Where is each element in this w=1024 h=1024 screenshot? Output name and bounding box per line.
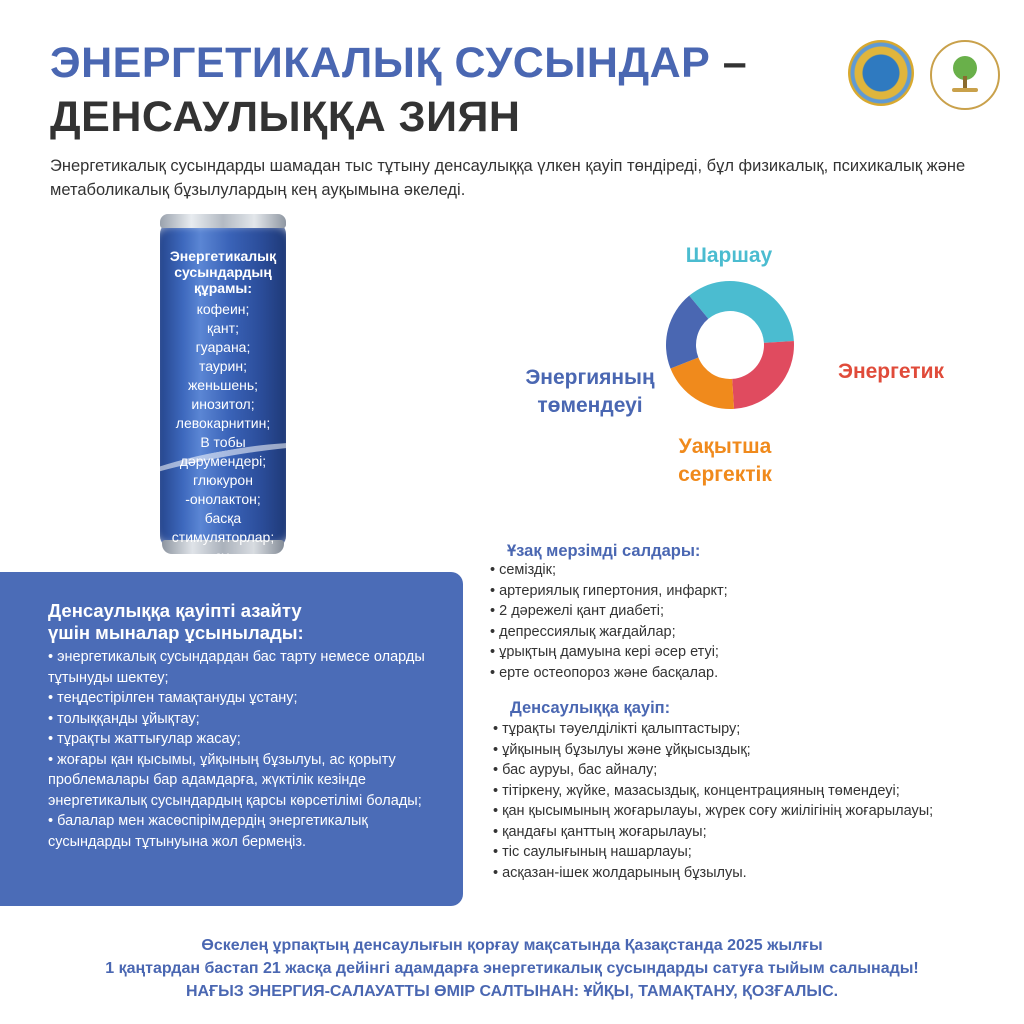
ingredient-item: глюкурон xyxy=(193,472,253,488)
ingredient-item: -онолактон; xyxy=(185,491,261,507)
footer-line-2: 1 қаңтардан бастап 21 жасқа дейінгі адамдарға энергетикалық сусындарды сатуға тыйым салынады! xyxy=(105,960,919,977)
ingredient-item: стимуляторлар; xyxy=(171,529,275,545)
list-item: • артериялық гипертония, инфаркт; xyxy=(490,582,728,599)
list-item: • ұйқының бұзылуы және ұйқысыздық; xyxy=(493,741,751,758)
cycle-label-energy-decline: Энергияның төмендеуі xyxy=(525,366,655,417)
title-line-2: ДЕНСАУЛЫҚҚА ЗИЯН xyxy=(50,93,521,141)
ingredient-item: су. xyxy=(214,548,232,564)
cycle-label-fatigue: Шаршау xyxy=(685,244,773,267)
cycle-label-energetic: Энергетик xyxy=(838,360,944,383)
list-item: • энергетикалық сусындардан бас тарту немесе оларды тұтынуды шектеу; xyxy=(48,649,425,686)
footer-slogan: НАҒЫЗ ЭНЕРГИЯ-САЛАУАТТЫ ӨМІР САЛТЫНАН: ҰЙҚЫ, ТАМАҚТАНУ, ҚОЗҒАЛЫС. xyxy=(185,983,839,1000)
logos xyxy=(836,40,1000,110)
page-title xyxy=(50,36,747,144)
ingredient-item: В тобы xyxy=(200,434,246,450)
donut-segment-energetic xyxy=(732,341,794,409)
list-item: • тітіркену, жүйке, мазасыздық, концентрацияның төмендеуі; xyxy=(493,782,900,799)
donut-segment-fatigue xyxy=(689,281,794,343)
long-term-list xyxy=(490,560,1010,683)
list-item: • тіс саулығының нашарлауы; xyxy=(493,844,692,860)
title-line-1: ЭНЕРГЕТИКАЛЫҚ СУСЫНДАР – xyxy=(50,39,748,87)
list-item: • қандағы қанттың жоғарылауы; xyxy=(493,823,707,840)
list-item: • қан қысымының жоғарылауы, жүрек соғу жиілігінің жоғарылауы; xyxy=(493,803,934,819)
ingredient-item: гуарана; xyxy=(195,339,251,355)
cycle-label-temporary-alertness: Уақытша сергектік xyxy=(678,435,772,486)
list-item: • 2 дәрежелі қант диабеті; xyxy=(490,603,665,619)
health-risk-list xyxy=(493,719,1013,883)
recommendation-title: Денсаулыққа қауіпті азайту үшін мыналар ұсынылады: xyxy=(48,600,304,643)
ingredient-list xyxy=(164,300,282,566)
list-item: • тұрақты жаттығулар жасау; xyxy=(48,731,241,747)
ingredient-item: дәрумендері; xyxy=(179,453,267,469)
intro-text: Энергетикалық сусындарды шамадан тыс тұтыну денсаулыққа үлкен қауіп төндіреді, бұл физикалық, психикалық және метаболикалық бұзылулардың кең ауқымына әкеледі. xyxy=(50,157,966,199)
ingredient-item: басқа xyxy=(204,510,242,526)
ingredient-item: таурин; xyxy=(199,358,247,374)
ingredient-item: инозитол; xyxy=(191,396,255,412)
long-term-title: Ұзақ мерзімді салдары: xyxy=(507,542,701,560)
list-item: • семіздік; xyxy=(490,562,556,578)
donut-segment-temporary-alertness xyxy=(670,358,734,409)
list-item: • теңдестірілген тамақтануды ұстану; xyxy=(48,690,298,706)
energy-cycle-donut xyxy=(660,270,800,420)
ingredient-item: левокарнитин; xyxy=(175,415,271,431)
list-item: • депрессиялық жағдайлар; xyxy=(490,623,676,640)
health-risk-title: Денсаулыққа қауіп: xyxy=(510,699,671,717)
can-lid xyxy=(160,214,286,228)
ingredient-item: женьшень; xyxy=(187,377,259,393)
footer-line-1: Өскелең ұрпақтың денсаулығын қорғау мақсатында Қазақстанда 2025 жылғы xyxy=(201,937,823,954)
ministry-logo xyxy=(930,40,1000,110)
state-emblem-logo xyxy=(848,40,914,106)
list-item: • толыққанды ұйықтау; xyxy=(48,710,200,727)
list-item: • тұрақты тәуелділікті қалыптастыру; xyxy=(493,721,741,737)
list-item: • ерте остеопороз және басқалар. xyxy=(490,664,719,681)
can-heading: Энергетикалық сусындардың құрамы: xyxy=(169,248,277,296)
list-item: • жоғары қан қысымы, ұйқының бұзылуы, ас қорыту проблемалары бар адамдарға, жүктілік кезінде энергетикалық сусындардың қарсы көрсетілімі болады; xyxy=(48,751,422,809)
recommendation-list xyxy=(48,647,448,852)
ingredient-item: қант; xyxy=(207,320,239,336)
list-item: • бас ауруы, бас айналу; xyxy=(493,762,658,778)
footer-notice xyxy=(0,934,1024,1003)
ingredient-item: кофеин; xyxy=(196,301,250,317)
list-item: • балалар мен жасөспірімдердің энергетикалық сусындарды тұтынуына жол бермеңіз. xyxy=(48,813,368,850)
list-item: • ұрықтың дамуына кері әсер етуі; xyxy=(490,644,719,660)
list-item: • асқазан-ішек жолдарының бұзылуы. xyxy=(493,864,747,881)
